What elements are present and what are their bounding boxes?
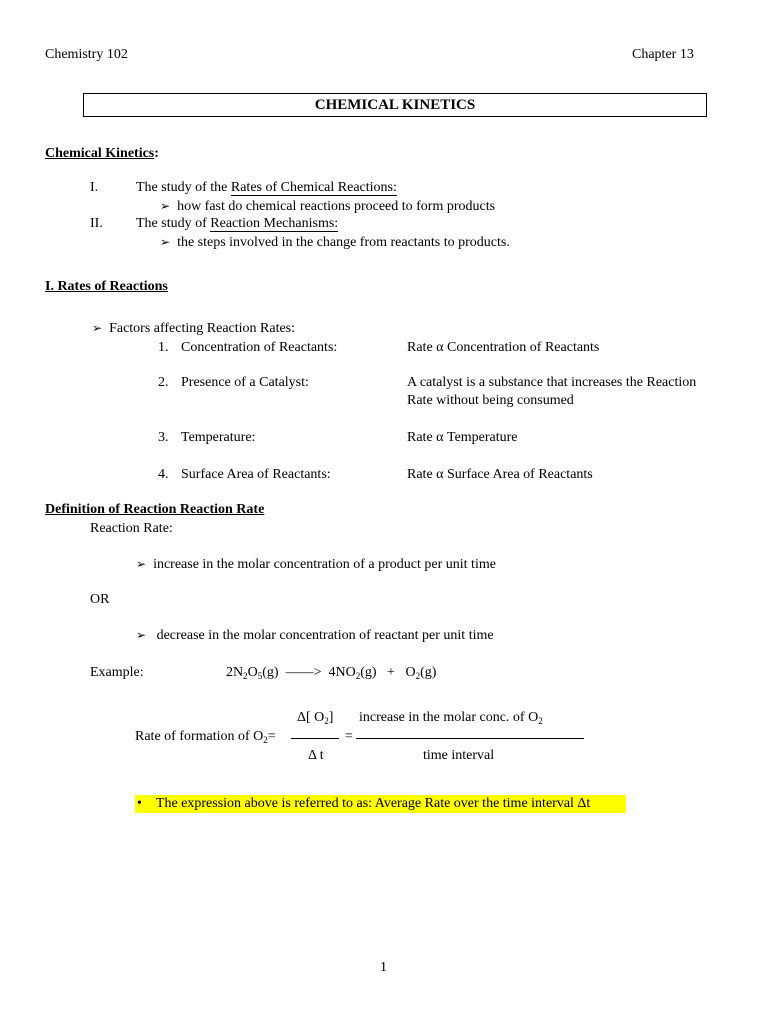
eq-part: O [405,665,416,680]
page-number: 1 [380,960,387,975]
eq-part: 4NO [328,665,356,680]
eq-sub: 2 [415,671,421,681]
item-link-rates: Rates of Chemical Reactions: [230,180,397,195]
factor-number: 4. [158,467,169,482]
reaction-equation [226,665,436,681]
fraction-bar-1 [291,738,339,739]
factor-number: 2. [158,375,169,390]
factor-description: Rate α Concentration of Reactants [407,340,600,355]
factor-number: 3. [158,430,169,445]
eq-part: O [247,665,258,680]
eq-sub: 2 [355,671,361,681]
chapter-label: Chapter 13 [632,47,694,62]
num-sub: 2 [324,716,329,726]
factor-description: Rate α Temperature [407,430,518,445]
list-item [160,198,495,215]
document-title: CHEMICAL KINETICS [83,93,707,117]
rate-formation-label [135,729,276,745]
factor-description: Rate α Surface Area of Reactants [407,467,593,482]
section-heading-colon: : [154,146,159,161]
item-number-1: I. [90,180,99,195]
section-heading-chemical-kinetics [45,146,159,162]
arrow-bullet-icon: ➢ [136,628,147,642]
num-end: ] [328,710,334,725]
eq-part: (g) [262,665,279,680]
fraction-denominator-1: Δ t [308,748,324,763]
factor-name: Presence of a Catalyst: [181,375,309,390]
list-item [136,627,494,644]
factor-name: Concentration of Reactants: [181,340,338,355]
bullet-dot-icon: • [137,796,142,811]
factors-label [92,320,295,337]
rate-label-text: Rate of formation of O [135,729,264,744]
eq-sub: 2 [243,671,248,681]
fraction-denominator-2: time interval [423,748,495,763]
example-label: Example: [90,665,144,680]
list-item [160,234,510,251]
equals-sign: = [267,729,276,744]
eq-part: (g) [420,665,437,680]
arrow-bullet-icon: ➢ [136,557,147,571]
list-item [136,556,496,573]
factors-text: Factors affecting Reaction Rates: [109,321,296,336]
item-text-1 [136,180,397,196]
eq-plus: + [387,665,395,680]
item-prefix: The study of the [136,180,231,195]
fraction-numerator-1 [297,710,333,726]
num-text: increase in the molar conc. of O [359,710,539,725]
eq-part: (g) [360,665,377,680]
course-name: Chemistry 102 [45,47,128,62]
factor-description-line2: Rate without being consumed [407,393,574,408]
reaction-rate-label: Reaction Rate: [90,521,173,536]
equals-sign-2: = [345,729,353,744]
arrow-bullet-icon: ➢ [160,235,171,249]
bullet-text: decrease in the molar concentration of reactant per unit time [156,628,494,643]
bullet-text: the steps involved in the change from reactants to products. [177,235,510,250]
reaction-arrow: ——> [285,665,322,680]
item-text-2 [136,216,338,232]
factor-name: Temperature: [181,430,256,445]
arrow-bullet-icon: ➢ [160,199,171,213]
item-number-2: II. [90,216,103,231]
fraction-numerator-2 [359,710,543,726]
item-prefix: The study of [136,216,211,231]
rate-label-sub: 2 [263,735,268,745]
section-heading-rates: I. Rates of Reactions [45,279,168,294]
eq-sub: 5 [257,671,263,681]
factor-number: 1. [158,340,169,355]
arrow-bullet-icon: ➢ [92,321,103,335]
item-link-mechanisms: Reaction Mechanisms: [210,216,339,231]
eq-part: 2N [226,665,244,680]
section-heading-text: Chemical Kinetics [45,146,155,161]
bullet-text: increase in the molar concentration of a product per unit time [153,557,496,572]
section-heading-definition: Definition of Reaction Reaction Rate [45,502,265,517]
fraction-bar-2 [356,738,584,739]
or-label: OR [90,592,110,607]
num-text: Δ[ O [297,710,325,725]
highlight-text: The expression above is referred to as: Average Rate over the time interval Δt [155,796,591,811]
factor-description: A catalyst is a substance that increases the Reaction [407,375,697,390]
factor-name: Surface Area of Reactants: [181,467,331,482]
highlighted-note [135,795,626,813]
bullet-text: how fast do chemical reactions proceed to form products [177,199,496,214]
num-sub: 2 [538,716,543,726]
